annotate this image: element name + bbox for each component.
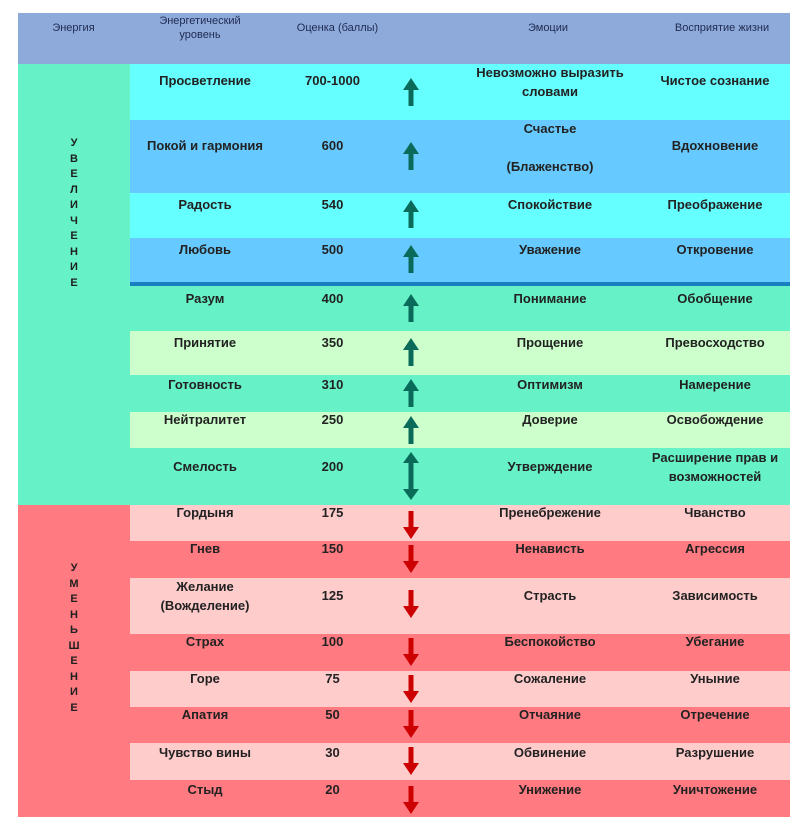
increase-band [18,64,130,505]
table-row [130,238,790,282]
emotion-cell: Унижение [518,782,582,797]
emotion-cell: Сожаление [513,671,587,686]
score-cell: 700-1000 [305,73,360,88]
arrow-up-icon [402,416,420,444]
score-cell: 20 [325,782,340,797]
table-row [130,578,790,634]
decrease-band [18,505,130,817]
perception-cell: Обобщение [677,291,753,306]
emotion-cell: Ненависть [515,541,585,556]
score-cell: 540 [321,197,344,212]
energy-level-cell: Горе [190,671,220,686]
score-cell: 250 [321,412,344,427]
score-cell: 600 [321,138,344,153]
energy-level-cell: Чувство вины [159,745,251,760]
perception-cell: Вдохновение [671,138,759,153]
emotion-cell: Страсть [523,588,577,603]
energy-level-cell: Желание (Вожделение) [160,579,250,613]
emotion-cell: Обвинение [513,745,587,760]
emotion-cell: Прощение [516,335,584,350]
table-row [130,707,790,743]
header-energy: Энергия [52,22,95,34]
energy-level-cell: Готовность [168,377,242,392]
emotion-cell: Невозможно выразить словами [476,65,624,99]
score-cell: 50 [325,707,340,722]
perception-cell: Чванство [684,505,746,520]
arrow-down-icon [402,675,420,703]
arrow-up-icon [402,379,420,407]
table-row [130,448,790,505]
emotion-cell: Оптимизм [517,377,583,392]
perception-cell: Агрессия [685,541,745,556]
arrow-down-icon [402,545,420,573]
decrease-band-label: У М Е Н Ь Ш Е Н И Е [68,562,80,714]
arrow-down-icon [402,786,420,814]
arrow-down-icon [402,511,420,539]
score-cell: 350 [321,335,344,350]
table-row [130,671,790,707]
score-cell: 175 [321,505,344,520]
arrow-up-icon [402,200,420,228]
perception-cell: Отречение [680,707,750,722]
header-emotions: Эмоции [527,22,569,34]
score-cell: 200 [321,459,344,474]
arrow-down-icon [402,590,420,618]
perception-cell: Превосходство [665,335,765,350]
energy-level-cell: Смелость [173,459,237,474]
table-row [130,634,790,671]
table-row [130,743,790,780]
energy-level-cell: Стыд [187,782,223,797]
arrow-down-icon [402,747,420,775]
emotion-cell: Понимание [513,291,587,306]
perception-cell: Намерение [679,377,751,392]
table-row [130,412,790,448]
table-header [18,13,790,64]
energy-level-cell: Апатия [181,707,229,722]
table-row [130,286,790,331]
emotion-cell: Утверждение [507,459,593,474]
table-row [130,193,790,238]
perception-cell: Разрушение [675,745,755,760]
score-cell: 400 [321,291,344,306]
score-cell: 500 [321,242,344,257]
emotion-cell: Счастье (Блаженство) [506,121,594,174]
arrow-down-icon [402,710,420,738]
table-row [130,375,790,412]
perception-cell: Освобождение [666,412,764,427]
table-row [130,331,790,375]
score-cell: 125 [321,588,344,603]
score-cell: 150 [321,541,344,556]
perception-cell: Уничтожение [672,782,758,797]
increase-band-label: У В Е Л И Ч Е Н И Е [70,137,78,289]
double-arrow-icon [402,452,420,500]
perception-cell: Расширение прав и возможностей [651,450,779,484]
score-cell: 30 [325,745,340,760]
arrow-up-icon [402,338,420,366]
energy-level-cell: Разум [185,291,225,306]
arrow-down-icon [402,638,420,666]
emotion-cell: Уважение [519,242,581,257]
perception-cell: Зависимость [672,588,758,603]
header-score: Оценка (баллы) [296,22,379,34]
arrow-up-icon [402,142,420,170]
perception-cell: Преображение [667,197,763,212]
emotion-cell: Пренебрежение [499,505,601,520]
energy-level-cell: Просветление [159,73,251,88]
table-row [130,541,790,578]
energy-level-cell: Нейтралитет [163,412,247,427]
score-cell: 100 [321,634,344,649]
energy-level-cell: Страх [185,634,225,649]
emotion-cell: Доверие [522,412,578,427]
arrow-up-icon [402,78,420,106]
energy-level-cell: Принятие [173,335,237,350]
energy-level-cell: Гордыня [176,505,234,520]
header-level: Энергетический уровень [159,15,241,41]
emotion-cell: Беспокойство [504,634,596,649]
energy-level-cell: Любовь [178,242,231,257]
table-row [130,120,790,193]
table-row [130,505,790,541]
energy-level-cell: Гнев [189,541,221,556]
table-row [130,64,790,120]
header-perception: Восприятие жизни [674,22,770,34]
perception-cell: Чистое сознание [660,73,770,88]
score-cell: 75 [325,671,340,686]
perception-cell: Уныние [690,671,740,686]
table-row [130,780,790,817]
energy-level-cell: Радость [178,197,232,212]
arrow-up-icon [402,245,420,273]
emotion-cell: Спокойствие [507,197,593,212]
energy-level-cell: Покой и гармония [147,138,263,153]
score-cell: 310 [321,377,344,392]
arrow-up-icon [402,294,420,322]
perception-cell: Откровение [676,242,754,257]
perception-cell: Убегание [685,634,745,649]
zone-divider [130,282,790,286]
emotion-cell: Отчаяние [519,707,581,722]
